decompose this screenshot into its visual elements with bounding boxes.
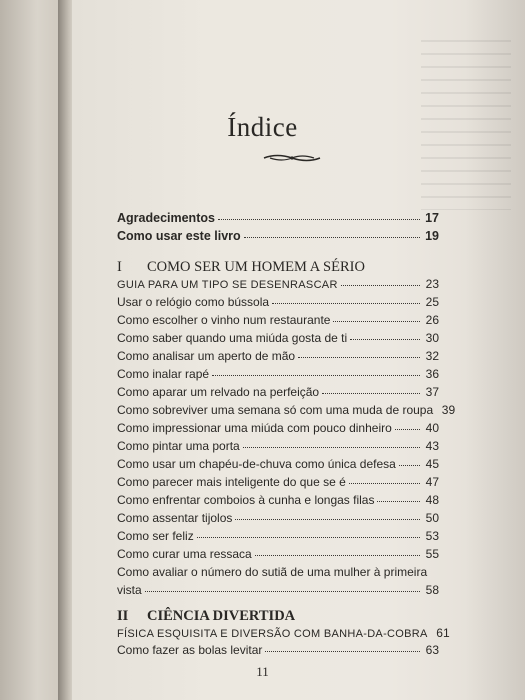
- ornament-icon: [262, 152, 322, 164]
- leader-dots: [197, 537, 420, 538]
- leader-dots: [243, 447, 420, 448]
- toc-entry-wrap-line[interactable]: Como avaliar o número do sutiã de uma mulher à primeira: [117, 565, 428, 579]
- leader-dots: [333, 321, 420, 322]
- leader-dots: [395, 429, 420, 430]
- leader-dots: [272, 303, 420, 304]
- section-heading-2: II CIÊNCIA DIVERTIDA: [117, 608, 296, 624]
- facing-page-edge: [0, 0, 62, 700]
- toc-entry[interactable]: Como usar um chapéu-de-chuva como única defesa 45: [117, 457, 439, 471]
- leader-dots: [218, 219, 420, 220]
- toc-entry[interactable]: Como aparar um relvado na perfeição 37: [117, 385, 439, 399]
- toc-entry[interactable]: Como assentar tijolos 50: [117, 511, 439, 525]
- leader-dots: [298, 357, 420, 358]
- toc-entry-how-to-use[interactable]: Como usar este livro 19: [117, 229, 439, 243]
- toc-entry[interactable]: Como inalar rapé 36: [117, 367, 439, 381]
- section-subtitle-1[interactable]: GUIA PARA UM TIPO SE DESENRASCAR 23: [117, 277, 439, 291]
- toc-entry[interactable]: Como pintar uma porta 43: [117, 439, 439, 453]
- leader-dots: [212, 375, 420, 376]
- toc-entry[interactable]: Como enfrentar comboios à cunha e longas filas 48: [117, 493, 439, 507]
- page-number: 11: [256, 664, 269, 679]
- leader-dots: [341, 285, 420, 286]
- leader-dots: [255, 555, 420, 556]
- toc-entry[interactable]: Como saber quando uma miúda gosta de ti 30: [117, 331, 439, 345]
- toc-entry[interactable]: Como fazer as bolas levitar 63: [117, 643, 439, 657]
- leader-dots: [322, 393, 420, 394]
- section-heading-1: I COMO SER UM HOMEM A SÉRIO: [117, 259, 365, 275]
- toc-entry[interactable]: Como ser feliz 53: [117, 529, 439, 543]
- toc-entry-acknowledgements[interactable]: Agradecimentos 17: [117, 211, 439, 225]
- leader-dots: [349, 483, 420, 484]
- page-title: Índice: [227, 112, 298, 142]
- leader-dots: [145, 591, 420, 592]
- leader-dots: [399, 465, 420, 466]
- leader-dots: [350, 339, 420, 340]
- toc-entry[interactable]: Como impressionar uma miúda com pouco dinheiro 40: [117, 421, 439, 435]
- section-subtitle-2[interactable]: FÍSICA ESQUISITA E DIVERSÃO COM BANHA-DA-COBRA 61: [117, 626, 450, 640]
- leader-dots: [377, 501, 420, 502]
- toc-entry[interactable]: vista 58: [117, 583, 439, 597]
- toc-entry[interactable]: Usar o relógio como bússola 25: [117, 295, 439, 309]
- leader-dots: [244, 237, 420, 238]
- toc-entry[interactable]: Como analisar um aperto de mão 32: [117, 349, 439, 363]
- leader-dots: [265, 651, 420, 652]
- toc-entry[interactable]: Como sobreviver uma semana só com uma muda de roupa 39: [117, 403, 456, 417]
- toc-entry[interactable]: Como curar uma ressaca 55: [117, 547, 439, 561]
- toc-entry[interactable]: Como parecer mais inteligente do que se é 47: [117, 475, 439, 489]
- leader-dots: [235, 519, 420, 520]
- toc-entry[interactable]: Como escolher o vinho num restaurante 26: [117, 313, 439, 327]
